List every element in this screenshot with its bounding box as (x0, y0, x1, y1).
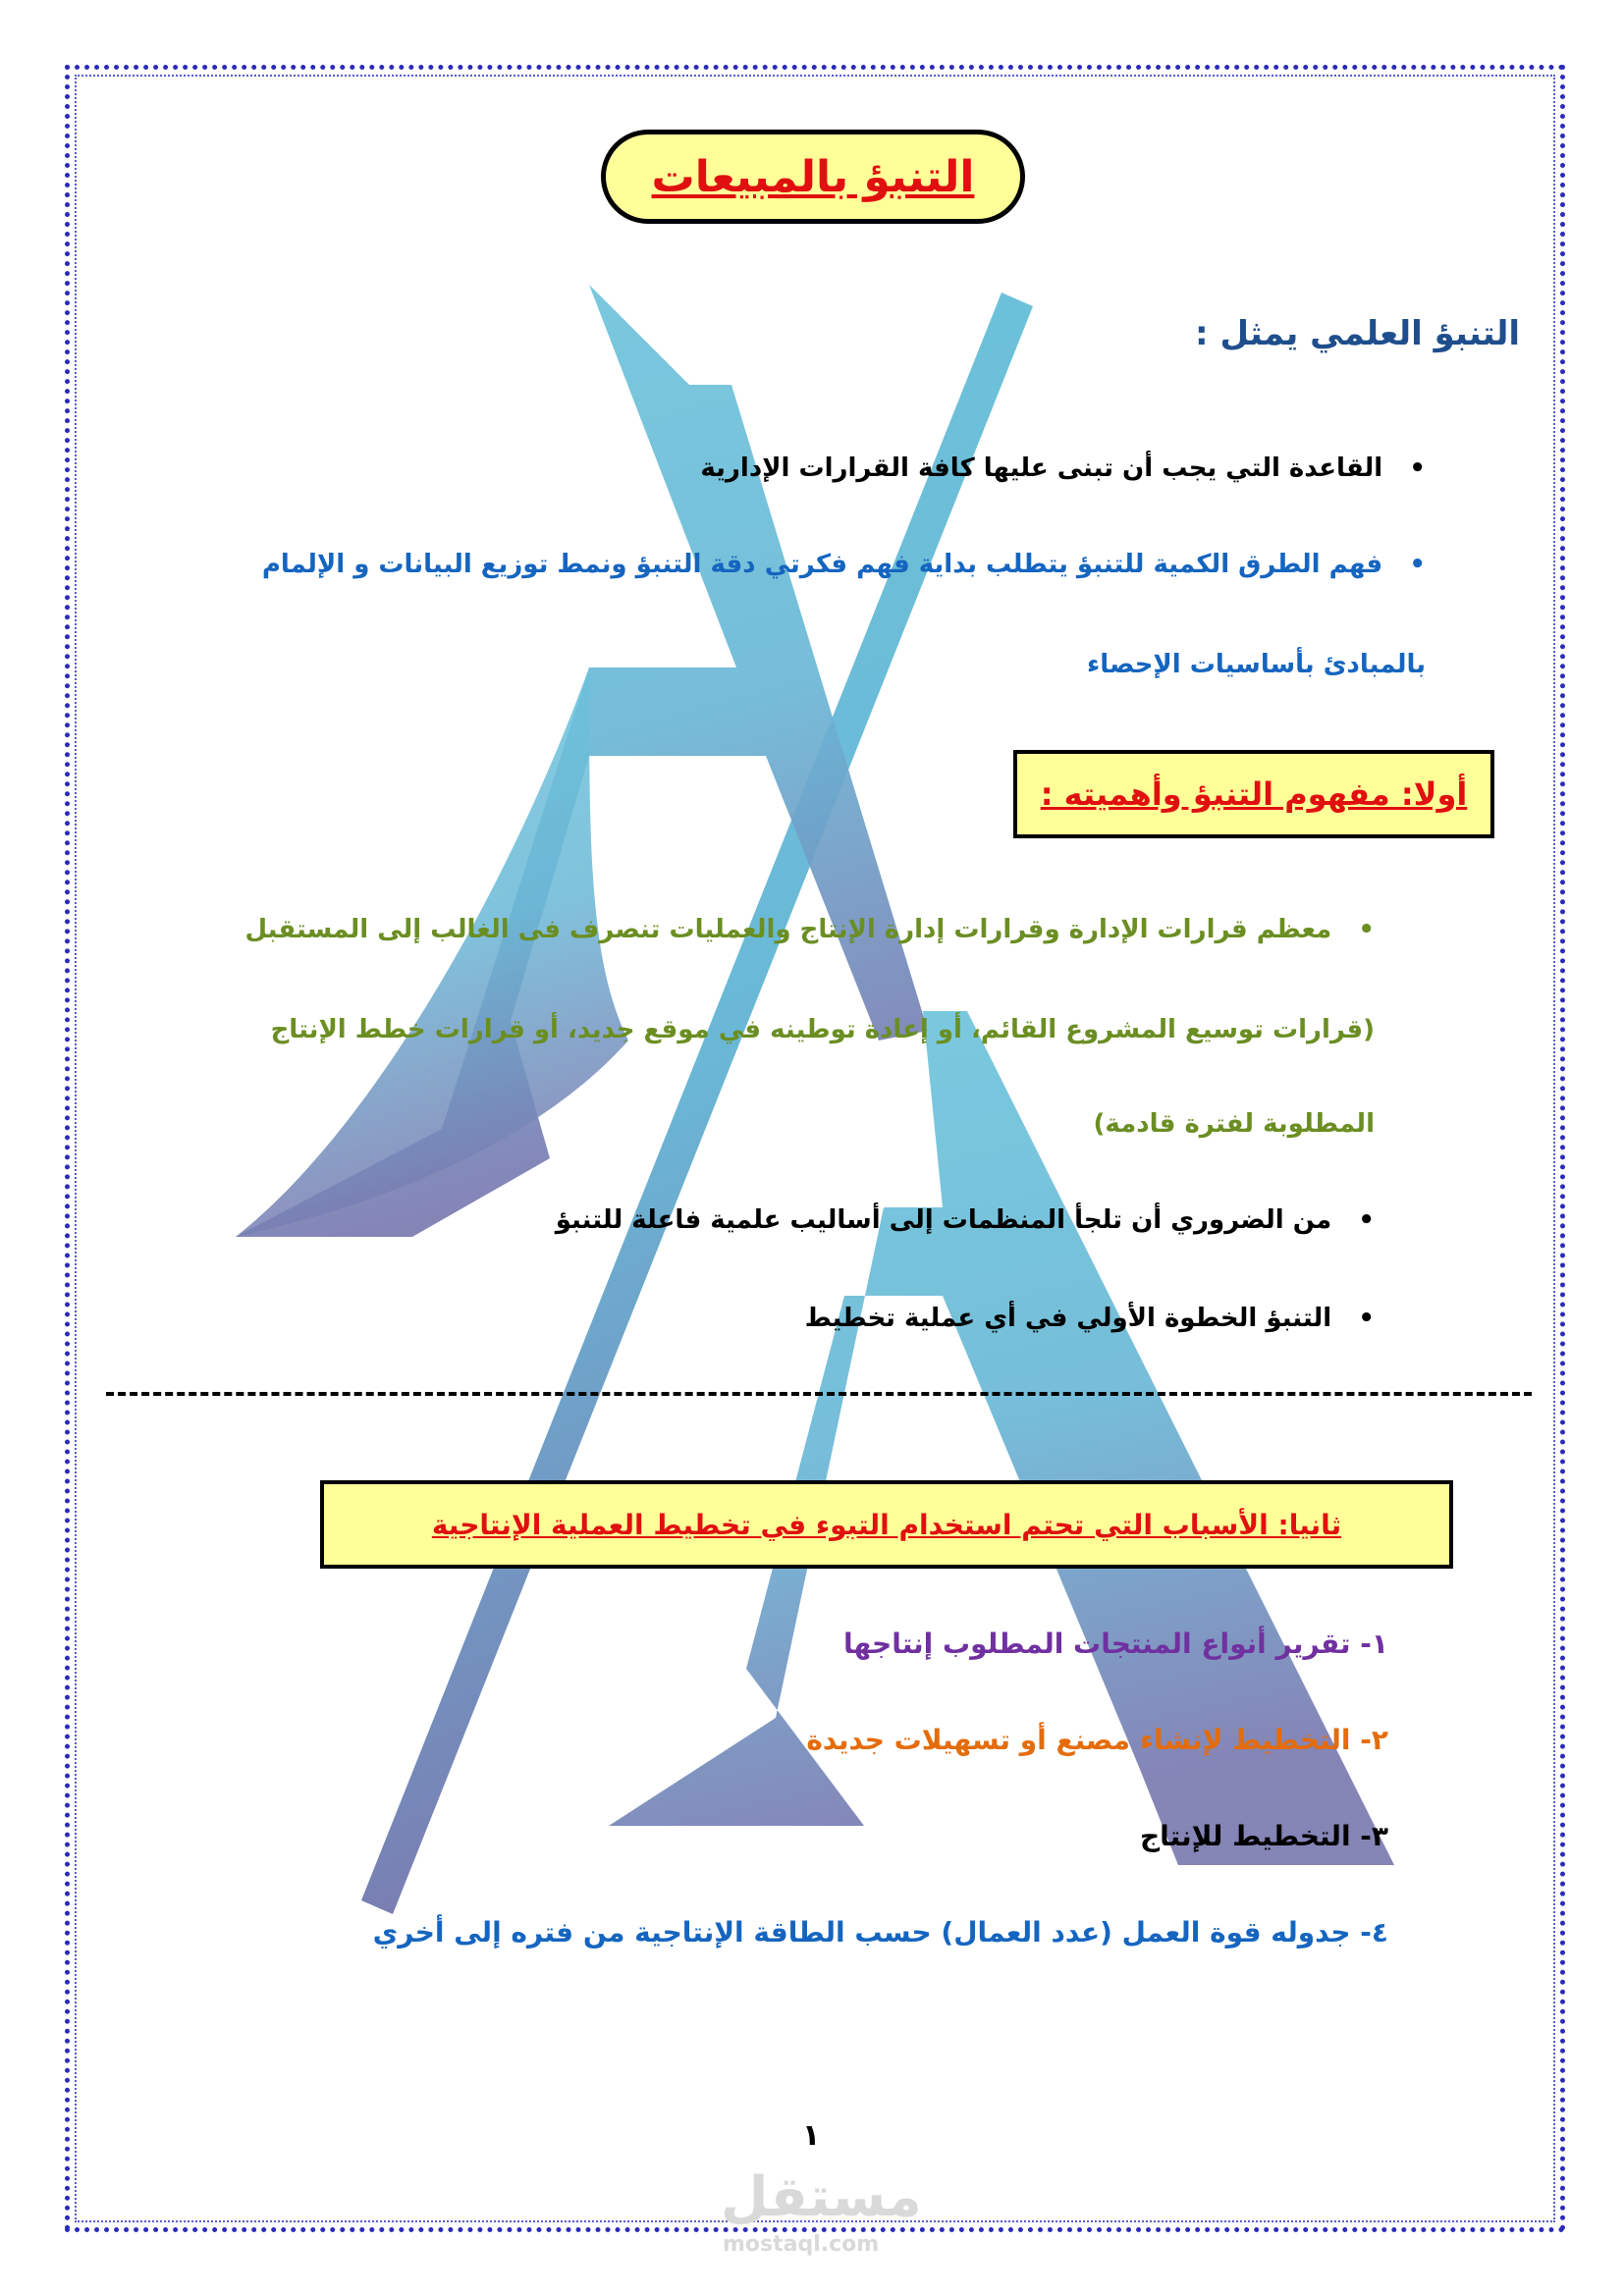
logo-swash (236, 667, 628, 1237)
page-number: ١ (802, 2118, 821, 2153)
intro-bullet-1: • القاعدة التي يجب أن تبنى عليها كافة القرارات الإدارية (700, 454, 1426, 483)
bullet-dot: • (1382, 550, 1426, 579)
section1-heading-box (1013, 750, 1494, 838)
section2-item-2: ٢- التخطيط لإنشاء مصنع أو تسهيلات جديدة (806, 1724, 1388, 1756)
intro-bullet-2-continued: بالمبادئ بأساسيات الإحصاء (1087, 650, 1426, 679)
mostaql-watermark: مستقل (721, 2165, 922, 2229)
intro-heading: التنبؤ العلمي يمثل : (1195, 314, 1520, 353)
section2-item-3: ٣- التخطيط للإنتاج (1139, 1820, 1388, 1852)
intro-bullet-2: • فهم الطرق الكمية للتنبؤ يتطلب بداية فهم فكرتي دقة التنبؤ ونمط توزيع البيانات و الإلمام (261, 550, 1426, 579)
section2-heading-box (320, 1480, 1453, 1569)
section-divider (106, 1392, 1532, 1396)
section2-item-4: ٤- جدوله قوة العمل (عدد العمال) حسب الطاقة الإنتاجية من فتره إلى أخري (372, 1916, 1388, 1949)
section1-bullet-1-line-2: (قرارات توسيع المشروع القائم، أو إعادة توطينه في موقع جديد، أو قرارات خطط الإنتاج (270, 1015, 1375, 1044)
bullet-dot: • (1382, 454, 1426, 483)
section2-item-1: ١- تقرير أنواع المنتجات المطلوب إنتاجها (843, 1628, 1388, 1660)
section1-bullet-3: • التنبؤ الخطوة الأولي في أي عملية تخطيط (804, 1304, 1375, 1333)
bullet-dot: • (1331, 915, 1375, 944)
bullet-dot: • (1331, 1205, 1375, 1235)
bullet-dot: • (1331, 1304, 1375, 1333)
section1-bullet-2: • من الضروري أن تلجأ المنظمات إلى أساليب علمية فاعلة للتنبؤ (555, 1205, 1375, 1235)
section2-heading: ثانيا: الأسباب التي تحتم استخدام التبوء في تخطيط العملية الإنتاجية (431, 1508, 1342, 1541)
section1-bullet-1: • معظم قرارات الإدارة وقرارات إدارة الإنتاج والعمليات تنصرف فى الغالب إلى المستقبل (244, 915, 1375, 944)
section1-bullet-1-line-3: المطلوبة لفترة قادمة) (1093, 1109, 1375, 1139)
page-title: التنبؤ بالمبيعات (651, 151, 975, 202)
title-box (601, 130, 1025, 224)
section1-heading: أولا: مفهوم التنبؤ وأهميته : (1040, 775, 1468, 813)
mostaql-watermark-url: mostaql.com (723, 2232, 880, 2257)
